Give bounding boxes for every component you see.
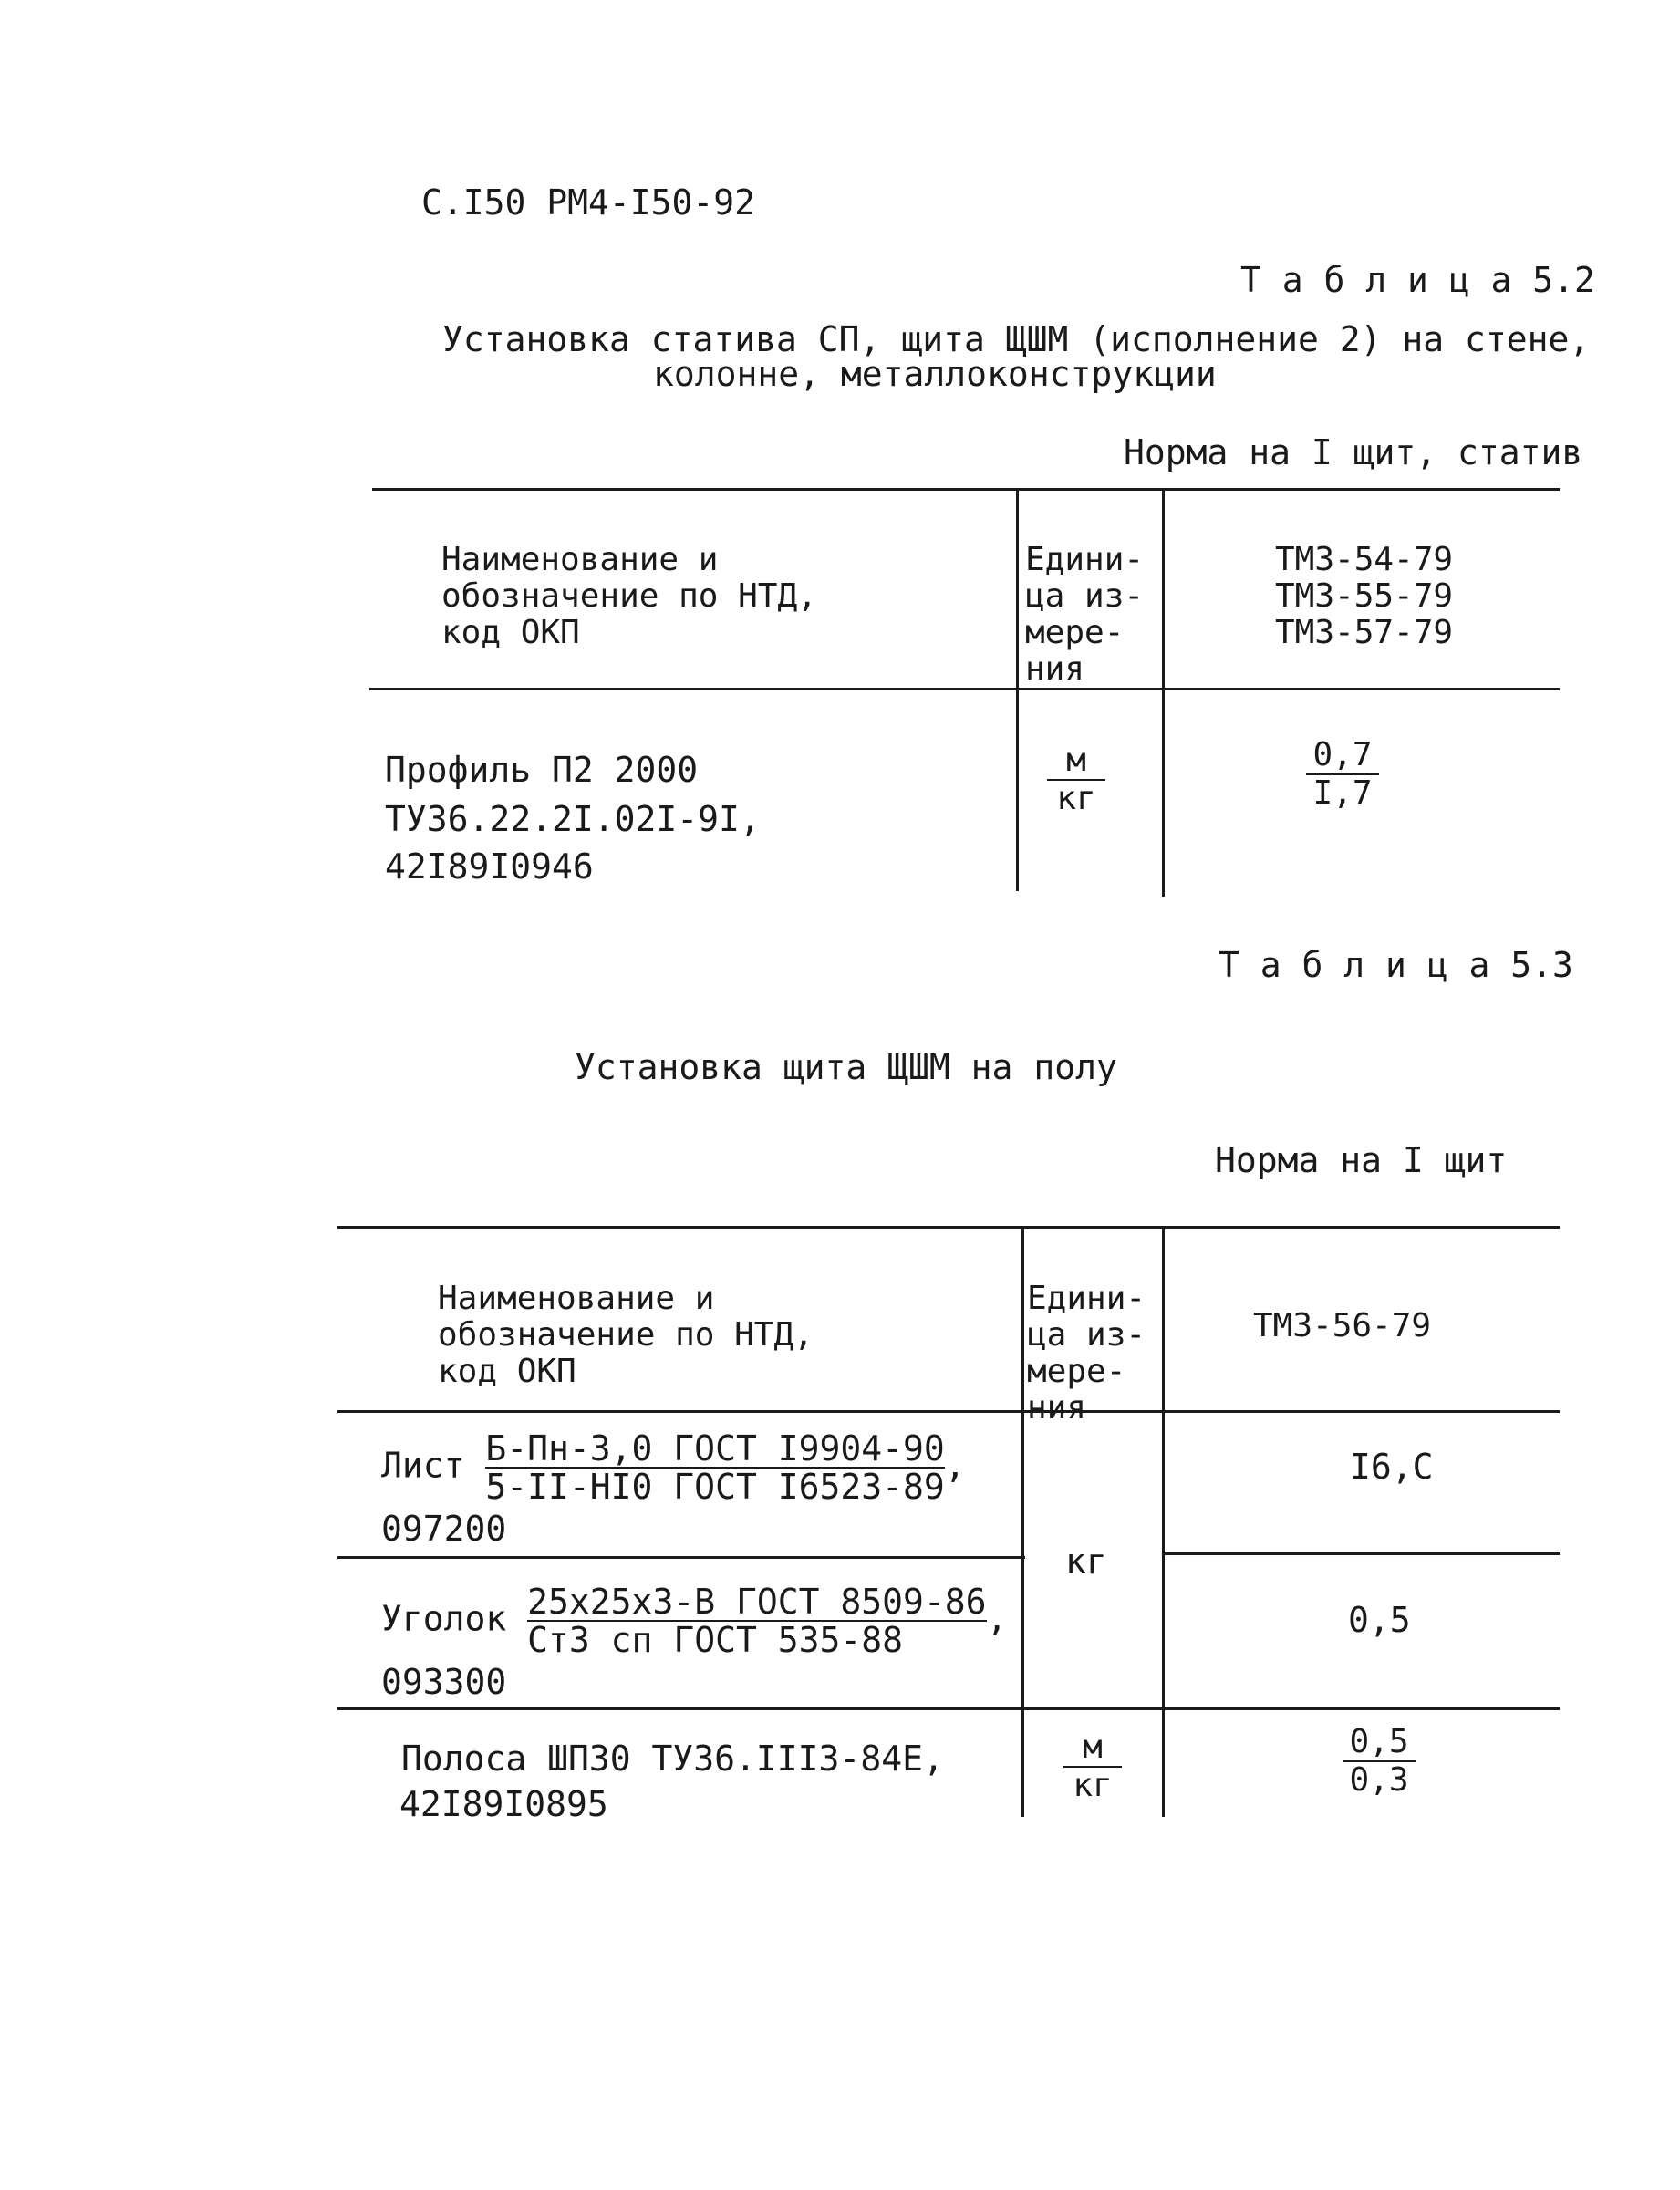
row-prefix: Уголок	[381, 1598, 507, 1639]
table-5-3-row1-rule-right	[1164, 1552, 1560, 1555]
table-5-3-top-rule	[337, 1226, 1560, 1229]
shared-unit: кг	[1065, 1541, 1107, 1582]
row-name-line2: ТУ36.22.2I.02I-9I,	[385, 799, 761, 839]
table-5-3-title: Установка щита ЩШМ на полу	[575, 1047, 1117, 1087]
table-5-3-divider-2	[1162, 1228, 1165, 1817]
row-prefix: Лист	[381, 1445, 465, 1486]
row-spec-fraction	[485, 1430, 944, 1505]
value-numerator: 0,7	[1306, 739, 1379, 775]
page-header: С.I50 РМ4-I50-92	[421, 182, 756, 223]
row-code: 097200	[381, 1509, 507, 1549]
table-5-3-label: Т а б л и ц а 5.3	[1219, 945, 1573, 985]
table-5-2-divider-1	[1016, 490, 1019, 891]
table-5-2-divider-2	[1162, 490, 1165, 897]
table-5-3-row1-rule-left	[337, 1556, 1025, 1559]
table-5-2-header-rule	[369, 688, 1560, 690]
spec-denominator: Ст3 сп ГОСТ 535-88	[527, 1620, 903, 1660]
table-5-2-norm: Норма на I щит, статив	[1124, 432, 1583, 472]
table-5-2-title-line1: Установка статива СП, щита ЩШМ (исполнение 2) на стене,	[442, 319, 1591, 359]
table-5-3-norm: Норма на I щит	[1215, 1140, 1508, 1180]
row-name-line1: Профиль П2 2000	[385, 750, 699, 790]
value-numerator: 0,5	[1343, 1726, 1416, 1762]
spec-numerator: 25х25х3-В ГОСТ 8509-86	[527, 1582, 987, 1622]
row-unit-fraction	[1063, 1728, 1122, 1804]
row-value: I6,С	[1350, 1447, 1434, 1487]
row-name-line3: 42I89I0946	[385, 846, 594, 887]
value-denominator: I,7	[1312, 774, 1373, 812]
unit-denominator: кг	[1056, 780, 1096, 817]
table-5-2-top-rule	[372, 488, 1560, 491]
table-5-3-divider-1	[1021, 1228, 1024, 1817]
table-5-2-header-name: Наименование и обозначение по НТД, код ОКП	[441, 541, 817, 651]
table-5-3-header-name: Наименование и обозначение по НТД, код ОКП	[438, 1280, 814, 1390]
table-5-3-header-rule	[337, 1410, 1560, 1413]
spec-denominator: 5-II-HI0 ГОСТ I6523-89	[485, 1467, 945, 1507]
row-code: 093300	[381, 1662, 507, 1702]
table-5-3-row2-rule	[337, 1707, 1560, 1710]
unit-denominator: кг	[1073, 1767, 1113, 1804]
value-denominator: 0,3	[1349, 1761, 1409, 1799]
row-value-fraction	[1306, 736, 1379, 812]
spec-numerator: Б-Пн-3,0 ГОСТ I9904-90	[485, 1428, 945, 1469]
row-unit-fraction	[1047, 744, 1105, 815]
row-value-fraction	[1343, 1723, 1416, 1799]
table-5-3-header-unit: Едини- ца из- мере- ния	[1027, 1280, 1146, 1427]
row-spec-fraction	[527, 1583, 986, 1658]
table-5-3-header-codes: ТМ3-56-79	[1253, 1307, 1432, 1344]
unit-numerator: м	[1047, 744, 1105, 781]
table-5-2-header-codes: ТМ3-54-79 ТМ3-55-79 ТМ3-57-79	[1275, 541, 1454, 651]
row-name-line1: Полоса ШП30 ТУ36.III3-84Е,	[401, 1739, 944, 1779]
row-name: Уголок $\frac{\text{25х25х3-В ГОСТ 8509-86}}{\text{Ст3 сп ГОСТ 535-88}}$ ,	[381, 1582, 1008, 1660]
table-5-2-title-line2: колонне, металлоконструкции	[653, 354, 1217, 394]
table-5-2-header-unit: Едини- ца из- мере- ния	[1025, 541, 1145, 688]
row-name: Лист $\frac{\text{Б-Пн-3,0 ГОСТ I9904-90}}{\text{5-II-HI0 ГОСТ I6523-89}}$ ,	[381, 1428, 966, 1507]
row-name-line2: 42I89I0895	[399, 1784, 608, 1824]
table-5-2-label: Т а б л и ц а 5.2	[1240, 260, 1595, 300]
unit-numerator: м	[1063, 1731, 1122, 1768]
row-value: 0,5	[1348, 1600, 1411, 1640]
